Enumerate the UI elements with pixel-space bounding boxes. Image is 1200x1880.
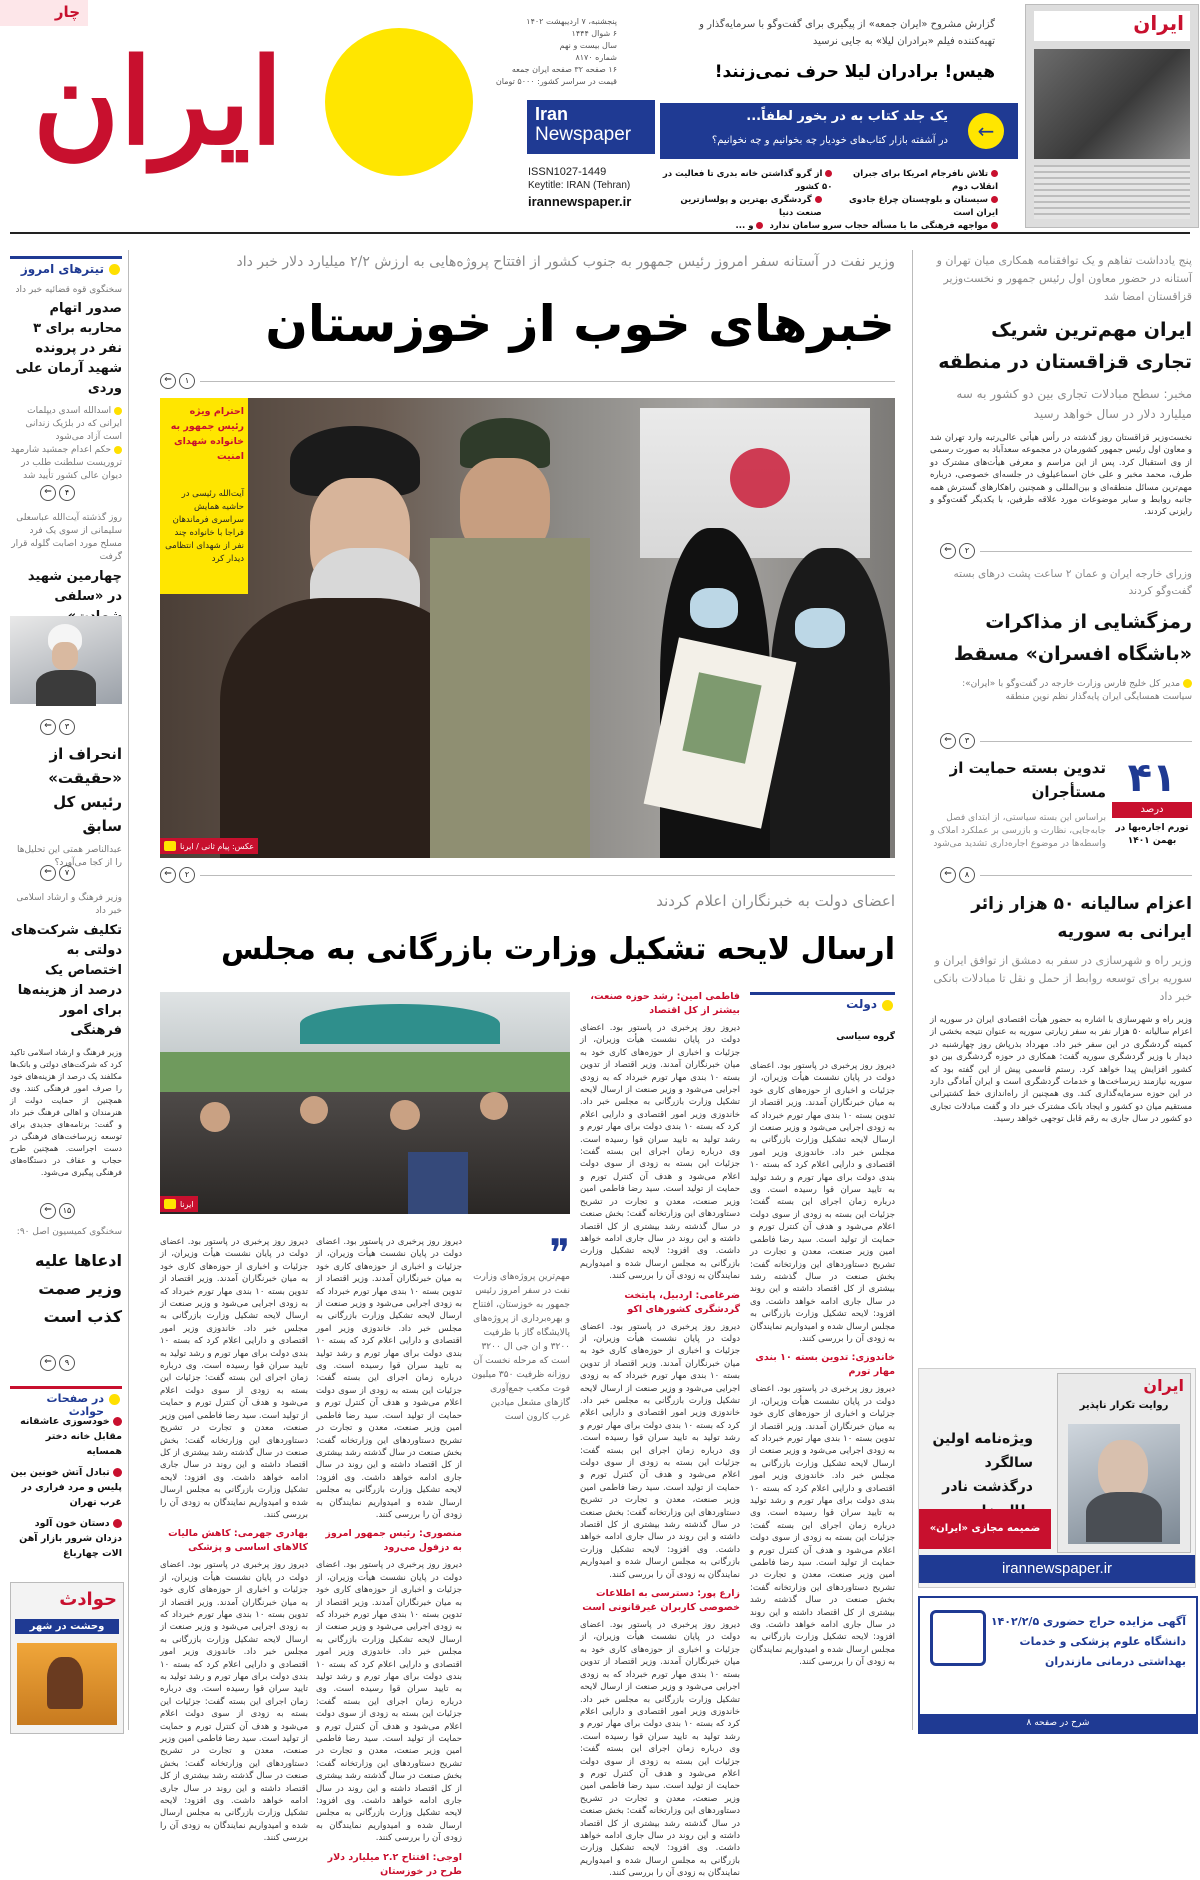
- arrow-icon: ⇐: [940, 733, 956, 749]
- brand-box: [527, 100, 655, 154]
- issue-info: [492, 16, 617, 88]
- second-rule: [200, 875, 895, 876]
- bullet-icon: [1183, 679, 1192, 688]
- right-col-divider: [912, 250, 913, 1730]
- bullet-icon: [113, 1519, 122, 1528]
- section-label-dolat: دولت: [750, 992, 895, 1015]
- issue-hijri: ۶ شوال ۱۴۴۴: [571, 29, 617, 38]
- section-sub: گروه سیاسی: [836, 1032, 895, 1042]
- book-sub: در آشفته بازار کتاب‌های خودیار چه بخوانیم و چه نخوانیم؟: [711, 135, 948, 146]
- page-ref-1[interactable]: ⇐ ۱: [160, 374, 195, 388]
- left-col-divider: [128, 250, 129, 1730]
- left-story-3-headline: انحراف از «حقیقت» رئیس کل سابق: [48, 745, 122, 835]
- promo-box[interactable]: [918, 1368, 1196, 1588]
- friday-intro: گزارش مشروح «ایران جمعه» از پیگیری برای گفت‌وگو با سرمایه‌گذار و تهیه‌کننده فیلم «برادران لیلا» به جایی نرسید: [699, 19, 995, 47]
- left-story-5-headline: ادعاها علیه وزیر صمت کذب است: [35, 1251, 122, 1326]
- issue-number: شماره ۸۱۷۰: [575, 53, 617, 62]
- university-logo-icon: [930, 1610, 986, 1666]
- arrow-icon: ⇐: [160, 867, 176, 883]
- oman-headline: رمزگشایی از مذاکرات «باشگاه افسران» مسقط: [953, 611, 1192, 665]
- accident-item[interactable]: تبادل آتش خونین بین پلیس و مرد فراری در غرب تهران: [10, 1467, 122, 1508]
- kazakh-headline: ایران مهم‌ترین شریک تجاری قزاقستان در منطقه: [938, 319, 1192, 373]
- main-rule: [200, 381, 895, 382]
- photo-sidebar: [160, 398, 248, 594]
- arrow-icon: ⇐: [40, 719, 56, 735]
- cleric-portrait-photo: [10, 616, 122, 704]
- edition-tag-text: چار: [54, 3, 80, 21]
- page-ref-2-right[interactable]: ⇐ ۲: [940, 544, 975, 558]
- left-story-3[interactable]: انحراف از «حقیقت» رئیس کل سابق عبدالناصر همتی این تحلیل‌ها را از کجا می‌آورد؟: [10, 742, 122, 870]
- arrow-left-icon: ←: [968, 113, 1004, 149]
- oman-story[interactable]: وزرای خارجه ایران و عمان ۲ ساعت پشت درهای بسته گفت‌وگو کردند رمزگشایی از مذاکرات «باشگاه افسران» مسقط مدیر کل خلیج فارس وزارت خارجه در گفت‌وگو با «ایران»: سیاست همسایگی ایران پایه‌گذار نظم نوین منطقه: [930, 566, 1192, 704]
- friday-headline[interactable]: هیس! برادران لیلا حرف نمی‌زنند!: [714, 62, 995, 82]
- teaser-item[interactable]: از گرو گذاشتن خانه بدری تا فعالیت در ۵۰ کشور: [662, 169, 833, 192]
- bullet-icon: [113, 1417, 122, 1426]
- promo-url[interactable]: irannewspaper.ir: [919, 1555, 1195, 1583]
- page-ref-15[interactable]: ⇐ ۱۵: [40, 1204, 75, 1218]
- left-story-1[interactable]: سخنگوی قوه قضائیه خبر داد صدور اتهام محاربه برای ۳ نفر در پرونده شهید آرمان علی وردی اسدالله اسدی دیپلمات ایرانی که در بلژیک زندانی است آزاد می‌شود حکم اعدام جمشید شارمهد تروریست سلطنت طلب در دیوان عالی کشور تأیید شد: [10, 285, 122, 481]
- accidents-list: [10, 1414, 122, 1561]
- label-dot-icon: [109, 1394, 120, 1405]
- pilgrim-story[interactable]: اعزام سالیانه ۵۰ هزار زائر ایرانی به سوریه وزیر راه و شهرسازی در سفر به دمشق از توافق ایران و سوریه برای توسعه روابط از حمل و نقل تا مبادلات بانکی خبر داد وزیر راه و شهرسازی با اشاره به حضور هیأت اقتصادی ایران در سوریه از اعزام سالیانه ۵۰ هزار نفر به سفر زیارتی سوریه به عنوان نتیجه بخشی از کمیته گردشگری در این سفر خبر داد. مهرداد بذرپاش روز چهارشنبه در دیدار با وزیر گردشگری سوریه گفت: همکاری در حوزه گردشگری بین دو کشور افزایش پیدا خواهد کرد. رستم قاسمی پیش از این گفته بود که سوریه نیازمند زیرساخت‌ها و خدمات گردشگری است و ایران آمادگی دارد در این حوزه سرمایه‌گذاری کند. وی همچنین از راه‌اندازی خط کشتیرانی مستقیم میان دو کشور و ایجاد بانک مشترک خبر داد و گفت مبادلات تجاری دو کشور در سال جاری به رقم قابل توجهی خواهد رسید.: [930, 890, 1192, 1274]
- friday-cover-thumbnail[interactable]: [1025, 4, 1199, 228]
- quote-mark-icon: ❞: [549, 1231, 570, 1275]
- page-ref-7[interactable]: ⇐ ۷: [40, 866, 75, 880]
- teaser-list: [660, 168, 998, 233]
- teaser-item[interactable]: سیستان و بلوچستان چراغ جادوی ایران است: [848, 195, 998, 218]
- arrow-icon: ⇐: [40, 1355, 56, 1371]
- teaser-item[interactable]: و ...: [736, 220, 764, 233]
- arrow-icon: ⇐: [40, 865, 56, 881]
- teaser-item[interactable]: گردشگری بهترین و پولسازترین صنعت دنیا: [680, 195, 822, 218]
- lower-body-a: دیروز روز پرخبری در پاستور بود. اعضای دولت در پایان نشست هیأت وزیران، از جزئیات و اخباری از حوزه‌های کاری خود به میان خبرنگاران آمدند. وزیر اقتصاد از تدوین بسته ۱۰ بندی مهار تورم خبرداد که به زودی اجرایی می‌شود و وزیر صنعت از ارسال لایحه تشکیل وزارت بازرگانی به مجلس خبر داد. خاندوزی وزیر امور اقتصادی و دارایی اعلام کرد که بسته ۱۰ بندی دولت برای مهار تورم و رشد تولید به تایید سران قوا رسیده است. وی درباره زمان اجرای این بسته گفت: جزئیات این بسته به زودی از سوی دولت اعلام می‌شود و هدف آن کنترل تورم و حمایت از تولید است. سید رضا فاطمی امین وزیر صنعت، معدن و تجارت در تشریح دستاوردهای این وزارتخانه گفت: بخش صنعت در سال گذشته رشد بیشتری از کل اقتصاد داشته و این روند در سال جاری ادامه خواهد داشت. وی افزود: لایحه تشکیل وزارت بازرگانی به مجلس ارسال شده و امیدواریم نمایندگان به زودی آن را بررسی کنند. بهادری جهرمی: کاهش مالیات کالاهای اساسی و پزشکی دیروز روز پرخبری در پاستور بود. اعضای دولت در پایان نشست هیأت وزیران، از جزئیات و اخباری از حوزه‌های کاری خود به میان خبرنگاران آمدند. وزیر اقتصاد از تدوین بسته ۱۰ بندی مهار تورم خبرداد که به زودی اجرایی می‌شود و وزیر صنعت از ارسال لایحه تشکیل وزارت بازرگانی به مجلس خبر داد. خاندوزی وزیر امور اقتصادی و دارایی اعلام کرد که بسته ۱۰ بندی دولت برای مهار تورم و رشد تولید به تایید سران قوا رسیده است. وی درباره زمان اجرای این بسته گفت: جزئیات این بسته به زودی از سوی دولت اعلام می‌شود و هدف آن کنترل تورم و حمایت از تولید است. سید رضا فاطمی امین وزیر صنعت، معدن و تجارت در تشریح دستاوردهای این وزارتخانه گفت: بخش صنعت در سال گذشته رشد بیشتری از کل اقتصاد داشته و این روند در سال جاری ادامه خواهد داشت. وی افزود: لایحه تشکیل وزارت بازرگانی به مجلس ارسال شده و امیدواریم نمایندگان به زودی آن را بررسی کنند.: [160, 1237, 308, 1844]
- arrow-icon: ⇐: [40, 485, 56, 501]
- second-body-columns: فاطمی امین: رشد حوزه صنعت، بیشتر از کل اقتصاد دیروز روز پرخبری در پاستور بود. اعضای دولت در پایان نشست هیأت وزیران، از جزئیات و اخباری از حوزه‌های کاری خود به میان خبرنگاران آمدند. وزیر اقتصاد از تدوین بسته ۱۰ بندی مهار تورم خبرداد که به زودی اجرایی می‌شود و وزیر صنعت از ارسال لایحه تشکیل وزارت بازرگانی به مجلس خبر داد. خاندوزی وزیر امور اقتصادی و دارایی اعلام کرد که بسته ۱۰ بندی دولت برای مهار تورم و رشد تولید به تایید سران قوا رسیده است. وی درباره زمان اجرای این بسته گفت: جزئیات این بسته به زودی از سوی دولت اعلام می‌شود و هدف آن کنترل تورم و حمایت از تولید است. سید رضا فاطمی امین وزیر صنعت، معدن و تجارت در تشریح دستاوردهای این وزارتخانه گفت: بخش صنعت در سال گذشته رشد بیشتری از کل اقتصاد داشته و این روند در سال جاری ادامه خواهد داشت. وی افزود: لایحه تشکیل وزارت بازرگانی به مجلس ارسال شده و امیدواریم نمایندگان به زودی آن را بررسی کنند. ضرغامی: اردبیل، پایتخت گردشگری کشورهای اکو دیروز روز پرخبری در پاستور بود. اعضای دولت در پایان نشست هیأت وزیران، از جزئیات و اخباری از حوزه‌های کاری خود به میان خبرنگاران آمدند. وزیر اقتصاد از تدوین بسته ۱۰ بندی مهار تورم خبرداد که به زودی اجرایی می‌شود و وزیر صنعت از ارسال لایحه تشکیل وزارت بازرگانی به مجلس خبر داد. خاندوزی وزیر امور اقتصادی و دارایی اعلام کرد که بسته ۱۰ بندی دولت برای مهار تورم و رشد تولید به تایید سران قوا رسیده است. وی درباره زمان اجرای این بسته گفت: جزئیات این بسته به زودی از سوی دولت اعلام می‌شود و هدف آن کنترل تورم و حمایت از تولید است. سید رضا فاطمی امین وزیر صنعت، معدن و تجارت در تشریح دستاوردهای این وزارتخانه گفت: بخش صنعت در سال گذشته رشد بیشتری از کل اقتصاد داشته و این روند در سال جاری ادامه خواهد داشت. وی افزود: لایحه تشکیل وزارت بازرگانی به مجلس ارسال شده و امیدواریم نمایندگان به زودی آن را بررسی کنند. زارع پور: دسترسی به اطلاعات خصوصی کاربران غیرقانونی است دیروز روز پرخبری در پاستور بود. اعضای دولت در پایان نشست هیأت وزیران، از جزئیات و اخباری از حوزه‌های کاری خود به میان خبرنگاران آمدند. وزیر اقتصاد از تدوین بسته ۱۰ بندی مهار تورم خبرداد که به زودی اجرایی می‌شود و وزیر صنعت از ارسال لایحه تشکیل وزارت بازرگانی به مجلس خبر داد. خاندوزی وزیر امور اقتصادی و دارایی اعلام کرد که بسته ۱۰ بندی دولت برای مهار تورم و رشد تولید به تایید سران قوا رسیده است. وی درباره زمان اجرای این بسته گفت: جزئیات این بسته به زودی از سوی دولت اعلام می‌شود و هدف آن کنترل تورم و حمایت از تولید است. سید رضا فاطمی امین وزیر صنعت، معدن و تجارت در تشریح دستاوردهای این وزارتخانه گفت: بخش صنعت در سال گذشته رشد بیشتری از کل اقتصاد داشته و این روند در سال جاری ادامه خواهد داشت. وی افزود: لایحه تشکیل وزارت بازرگانی به مجلس ارسال شده و امیدواریم نمایندگان به زودی آن را بررسی کنند.: [580, 991, 740, 1879]
- camera-icon: [164, 1199, 176, 1209]
- second-kicker: اعضای دولت به خبرنگاران اعلام کردند: [656, 892, 895, 910]
- arrow-icon: ⇐: [940, 867, 956, 883]
- left-story-5[interactable]: سخنگوی کمیسیون اصل ۹۰: ادعاها علیه وزیر صمت کذب است: [10, 1226, 122, 1331]
- bullet-icon: [114, 407, 122, 415]
- second-photo[interactable]: [160, 992, 570, 1214]
- second-headline[interactable]: ارسال لایحه تشکیل وزارت بازرگانی به مجلس: [220, 932, 895, 967]
- promo-title: ویژه‌نامه اولین سالگرد درگذشت نادر: [932, 1431, 1033, 1495]
- left-story-2-headline: چهارمین شهید در «سلفی: [27, 569, 122, 604]
- quote-box: ❞ مهم‌ترین پروژه‌های وزارت نفت در سفر امروز رئیس جمهور به خوزستان، افتتاح و بهره‌برداری از پروژه‌های پالایشگاه گاز با ظرفیت ۳۲۰۰ و ان جی ال ۳۲۰۰ است که مرحله نخست آن روزانه ظرفیت ۳۵۰ میلیون فوت مکعب جمع‌آوری گازهای مشعل میادین غرب کارون است: [471, 1231, 570, 1422]
- book-banner[interactable]: [660, 103, 1018, 159]
- issue-date: پنجشنبه، ۷ اردیبهشت ۱۴۰۲: [526, 17, 617, 26]
- teaser-item[interactable]: تلاش نافرجام امریکا برای جبران انقلاب دوم: [853, 169, 998, 192]
- accident-item[interactable]: دستان خون آلود دزدان شرور بازار آهن الات چهارباغ: [19, 1518, 122, 1559]
- kazakh-story[interactable]: پنج یادداشت تفاهم و یک توافقنامه همکاری میان تهران و آستانه در حضور معاون اول رئیس جمهور و نخست‌وزیر قزاقستان امضا شد ایران مهم‌ترین شریک تجاری قزاقستان در منطقه مخبر: سطح مبادلات تجاری بین دو کشور به سه میلیارد دلار در سال خواهد رسید نخست‌وزیر قزاقستان روز گذشته در رأس هیأتی عالی‌رتبه وارد تهران شد و معاون اول رئیس جمهور کشورمان در مجموعه سعدآباد به صورت رسمی از وی استقبال کرد. پس از این مراسم و معرفی هیأت‌های مشترک دو طرف، محمد مخبر و علی خان اسماعیلوف در جلسه‌ای خصوصی، درباره مهم‌ترین مسائل منطقه‌ای و بین‌المللی و همچنین راهکارهای گسترش همه جانبه روابط و سایر موضوعات مورد علاقه طرفین، با یکدیگر گفت‌وگو و رایزنی کردند.: [930, 254, 1192, 518]
- dolat-body-col: دیروز روز پرخبری در پاستور بود. اعضای دولت در پایان نشست هیأت وزیران، از جزئیات و اخباری از حوزه‌های کاری خود به میان خبرنگاران آمدند. وزیر اقتصاد از تدوین بسته ۱۰ بندی مهار تورم خبرداد که به زودی اجرایی می‌شود و وزیر صنعت از ارسال لایحه تشکیل وزارت بازرگانی به مجلس خبر داد. خاندوزی وزیر امور اقتصادی و دارایی اعلام کرد که بسته ۱۰ بندی دولت برای مهار تورم و رشد تولید به تایید سران قوا رسیده است. وی درباره زمان اجرای این بسته گفت: جزئیات این بسته به زودی از سوی دولت اعلام می‌شود و هدف آن کنترل تورم و حمایت از تولید است. سید رضا فاطمی امین وزیر صنعت، معدن و تجارت در تشریح دستاوردهای این وزارتخانه گفت: بخش صنعت در سال گذشته رشد بیشتری از کل اقتصاد داشته و این روند در سال جاری ادامه خواهد داشت. وی افزود: لایحه تشکیل وزارت بازرگانی به مجلس ارسال شده و امیدواریم نمایندگان به زودی آن را بررسی کنند. خاندوزی: تدوین بسته ۱۰ بندی مهار تورم دیروز روز پرخبری در پاستور بود. اعضای دولت در پایان نشست هیأت وزیران، از جزئیات و اخباری از حوزه‌های کاری خود به میان خبرنگاران آمدند. وزیر اقتصاد از تدوین بسته ۱۰ بندی مهار تورم خبرداد که به زودی اجرایی می‌شود و وزیر صنعت از ارسال لایحه تشکیل وزارت بازرگانی به مجلس خبر داد. خاندوزی وزیر امور اقتصادی و دارایی اعلام کرد که بسته ۱۰ بندی دولت برای مهار تورم و رشد تولید به تایید سران قوا رسیده است. وی درباره زمان اجرای این بسته گفت: جزئیات این بسته به زودی از سوی دولت اعلام می‌شود و هدف آن کنترل تورم و حمایت از تولید است. سید رضا فاطمی امین وزیر صنعت، معدن و تجارت در تشریح دستاوردهای این وزارتخانه گفت: بخش صنعت در سال گذشته رشد بیشتری از کل اقتصاد داشته و این روند در سال جاری ادامه خواهد داشت. وی افزود: لایحه تشکیل وزارت بازرگانی به مجلس ارسال شده و امیدواریم نمایندگان به زودی آن را بررسی کنند.: [750, 1061, 895, 1668]
- right-rule-1: [980, 551, 1192, 552]
- masthead-sun: [325, 28, 473, 176]
- left-story-4-headline: تکلیف شرکت‌های دولتی به اختصاص یک درصد از هزینه‌ها برای امور فرهنگی: [10, 923, 122, 1038]
- promo-strip: ضمیمه مجازی «ایران»: [919, 1509, 1051, 1549]
- page-ref-8[interactable]: ⇐ ۸: [940, 868, 975, 882]
- teaser-item[interactable]: مواجهه فرهنگی ما با مسأله حجاب سرو سامان ندارد: [769, 220, 998, 233]
- havades-cover-thumbnail[interactable]: حوادث وحشت در شهر: [10, 1582, 124, 1734]
- pilgrim-headline: اعزام سالیانه ۵۰ هزار زائر ایرانی به سوریه: [971, 894, 1192, 942]
- issn: ISSN1027-1449: [528, 166, 607, 178]
- page-ref-3-right[interactable]: ⇐ ۳: [940, 734, 975, 748]
- issue-price: قیمت در سراسر کشور: ۵۰۰۰ تومان: [495, 77, 617, 86]
- promo-cover-thumbnail: ایران روایت تکرار ناپذیر: [1057, 1373, 1191, 1553]
- second-photo-credit: ایرنا: [160, 1196, 198, 1212]
- accident-item[interactable]: خودسوزی عاشقانه مقابل خانه دختر همسایه: [20, 1416, 122, 1457]
- photo-sidebar-title: احترام ویژه رئیس جمهور به خانواده شهدای امنیت: [170, 406, 244, 462]
- left-story-4[interactable]: وزیر فرهنگ و ارشاد اسلامی خبر داد تکلیف شرکت‌های دولتی به اختصاص یک درصد از هزینه‌ها برای امور فرهنگی وزیر فرهنگ و ارشاد اسلامی تاکید کرد که شرکت‌های دولتی و بانک‌ها مکلفند یک درصد از هزینه‌های خود را صرف امور فرهنگی کنند. وی همچنین از حمایت دولت از هنرمندان و اهالی فرهنگ خبر داد و گفت: برنامه‌های جدیدی برای توسعه زیرساخت‌های فرهنگی در دست اجراست. همچنین طرح حجاب و عفاف در دستگاه‌های فرهنگی پیگیری می‌شود.: [10, 893, 122, 1177]
- brand-iran: Iran: [535, 104, 569, 124]
- main-photo[interactable]: [160, 398, 895, 858]
- photo-sidebar-text: آیت‌الله رئیسی در حاشیه همایش سراسری فرماندهان فراجا با خانواده چند نفر از شهدای انتظامی دیدار کرد: [165, 489, 244, 564]
- right-rule-2: [980, 741, 1192, 742]
- lower-body-b: دیروز روز پرخبری در پاستور بود. اعضای دولت در پایان نشست هیأت وزیران، از جزئیات و اخباری از حوزه‌های کاری خود به میان خبرنگاران آمدند. وزیر اقتصاد از تدوین بسته ۱۰ بندی مهار تورم خبرداد که به زودی اجرایی می‌شود و وزیر صنعت از ارسال لایحه تشکیل وزارت بازرگانی به مجلس خبر داد. خاندوزی وزیر امور اقتصادی و دارایی اعلام کرد که بسته ۱۰ بندی دولت برای مهار تورم و رشد تولید به تایید سران قوا رسیده است. وی درباره زمان اجرای این بسته گفت: جزئیات این بسته به زودی از سوی دولت اعلام می‌شود و هدف آن کنترل تورم و حمایت از تولید است. سید رضا فاطمی امین وزیر صنعت، معدن و تجارت در تشریح دستاوردهای این وزارتخانه گفت: بخش صنعت در سال گذشته رشد بیشتری از کل اقتصاد داشته و این روند در سال جاری ادامه خواهد داشت. وی افزود: لایحه تشکیل وزارت بازرگانی به مجلس ارسال شده و امیدواریم نمایندگان به زودی آن را بررسی کنند. منصوری: رئیس جمهور امروز به دزفول می‌رود دیروز روز پرخبری در پاستور بود. اعضای دولت در پایان نشست هیأت وزیران، از جزئیات و اخباری از حوزه‌های کاری خود به میان خبرنگاران آمدند. وزیر اقتصاد از تدوین بسته ۱۰ بندی مهار تورم خبرداد که به زودی اجرایی می‌شود و وزیر صنعت از ارسال لایحه تشکیل وزارت بازرگانی به مجلس خبر داد. خاندوزی وزیر امور اقتصادی و دارایی اعلام کرد که بسته ۱۰ بندی دولت برای مهار تورم و رشد تولید به تایید سران قوا رسیده است. وی درباره زمان اجرای این بسته گفت: جزئیات این بسته به زودی از سوی دولت اعلام می‌شود و هدف آن کنترل تورم و حمایت از تولید است. سید رضا فاطمی امین وزیر صنعت، معدن و تجارت در تشریح دستاوردهای این وزارتخانه گفت: بخش صنعت در سال گذشته رشد بیشتری از کل اقتصاد داشته و این روند در سال جاری ادامه خواهد داشت. وی افزود: لایحه تشکیل وزارت بازرگانی به مجلس ارسال شده و امیدواریم نمایندگان به زودی آن را بررسی کنند. اوجی: افتتاح ۲.۲ میلیارد دلار طرح در خوزستان: [316, 1237, 463, 1877]
- main-headline[interactable]: خبرهای خوب از خوزستان: [265, 295, 895, 353]
- left-story-1-headline: صدور اتهام محاربه برای ۳ نفر در پرونده شهید آرمان علی وردی: [15, 301, 122, 396]
- label-dot-icon: [109, 264, 120, 275]
- issue-pages: ۱۶ صفحه ۳۲ صفحه ایران جمعه: [511, 65, 617, 74]
- today-headlines-label: [10, 256, 122, 281]
- rent-stat: [1112, 756, 1192, 848]
- arrow-icon: ⇐: [160, 373, 176, 389]
- book-headline: یک جلد کتاب به در بخور لطفاً...: [746, 109, 948, 124]
- auction-ad[interactable]: [918, 1596, 1198, 1734]
- arrow-icon: ⇐: [40, 1203, 56, 1219]
- keytitle: Keytitle: IRAN (Tehran): [528, 180, 631, 191]
- camera-icon: [164, 841, 176, 851]
- rent-story[interactable]: تدوین بسته حمایت از مستأجران براساس این بسته سیاستی، از ابتدای فصل جابه‌جایی، نظارت و بازرسی بر عملکرد املاک و واسطه‌ها در موضوع اجاره‌داری تشدید می‌شود: [930, 756, 1106, 851]
- stat-unit: درصد: [1112, 802, 1192, 818]
- today-headlines-text: تیترهای امروز: [20, 262, 104, 276]
- rent-headline: تدوین بسته حمایت از مستأجران: [949, 759, 1106, 801]
- arrow-icon: ⇐: [940, 543, 956, 559]
- stat-caption: تورم اجاره‌بها در بهمن ۱۴۰۱: [1115, 823, 1189, 846]
- right-rule-3: [980, 875, 1192, 876]
- issue-year: سال بیست و نهم: [559, 41, 617, 50]
- bullet-icon: [113, 1468, 122, 1477]
- main-kicker: وزیر نفت در آستانه سفر امروز رئیس جمهور به جنوب کشور از افتتاح پروژه‌هایی به ارزش ۲/۲ میلیارد دلار خبر داد: [236, 254, 895, 270]
- masthead-divider: [10, 232, 1190, 234]
- brand-newspaper: Newspaper: [535, 124, 632, 145]
- label-dot-icon: [882, 1000, 893, 1011]
- page-ref-2-main[interactable]: ⇐ ۲: [160, 868, 195, 882]
- page-ref-4[interactable]: ⇐ ۴: [40, 486, 75, 500]
- cover-logo-text: ایران: [1133, 11, 1184, 35]
- masthead-website[interactable]: irannewspaper.ir: [528, 194, 632, 209]
- photo-credit: عکس: پیام ثانی / ایرنا: [160, 838, 258, 854]
- bullet-icon: [114, 446, 122, 454]
- page-ref-9[interactable]: ⇐ ۹: [40, 1356, 75, 1370]
- accidents-label: در صفحات حوادث: [10, 1386, 122, 1411]
- left-story-2[interactable]: روز گذشته آیت‌الله عباسعلی سلیمانی از سوی یک فرد مسلح مورد اصابت گلوله قرار گرفت چهارمین شهید در «سلفی: [10, 512, 122, 627]
- auction-title: آگهی مزایده حراج حضوری ۱۴۰۲/۲/۵ دانشگاه علوم پزشکی و خدمات بهداشتی درمانی مازندران: [990, 1615, 1186, 1668]
- auction-footer: شرح در صفحه ۸: [920, 1714, 1196, 1732]
- page-ref-3[interactable]: ⇐ ۳: [40, 720, 75, 734]
- stat-value: ۴۱: [1127, 755, 1177, 801]
- masthead-logo: ایران: [32, 32, 284, 171]
